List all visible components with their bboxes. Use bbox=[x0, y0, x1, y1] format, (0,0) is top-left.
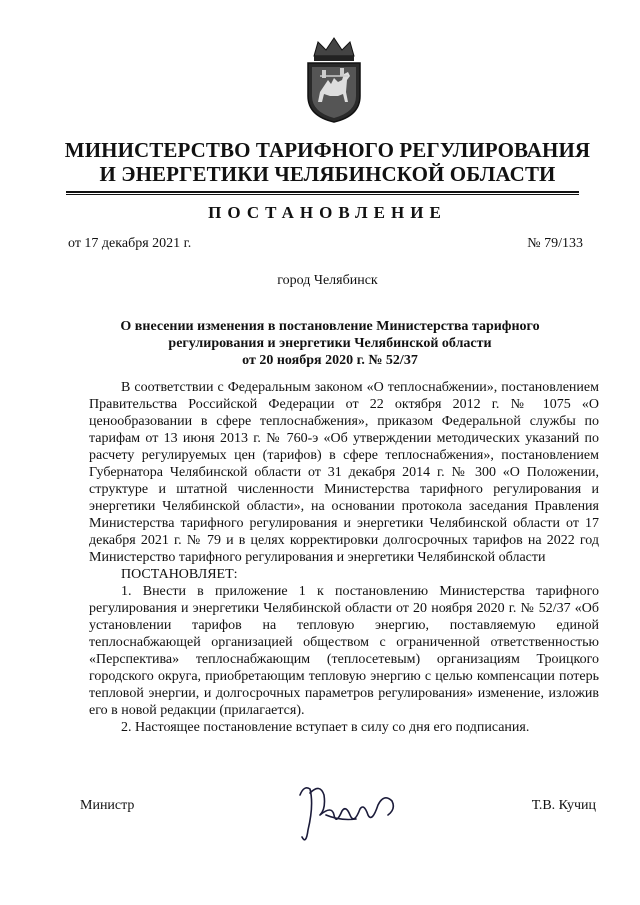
signatory-title: Министр bbox=[80, 798, 135, 813]
preamble-paragraph: В соответствии с Федеральным законом «О теплоснабжении», постановлением Правительства Российской Федерации от 22 октября 2012 г. № 1075 «О ценообразовании в сфере теплоснабжения», приказом Федеральной службы по тарифам от 13 июня 2013 г. № 760-э «Об утверждении методических указаний по расчету регулируемых цен (тарифов) в сфере теплоснабжения», постановлением Губернатора Челябинской области от 31 декабря 2014 г. № 300 «О Положении, структуре и штатной численности Министерства тарифного регулирования и энергетики Челябинской области», на основании протокола заседания Правления Министерства тарифного регулирования и энергетики Челябинской области от 17 декабря 2021 г. № 79 и в целях корректировки долгосрочных тарифов на 2022 год Министерство тарифного регулирования и энергетики Челябинской области bbox=[89, 380, 599, 565]
resolves-heading: ПОСТАНОВЛЯЕТ: bbox=[121, 567, 238, 582]
decree-date: от 17 декабря 2021 г. bbox=[68, 236, 192, 251]
decree-subject bbox=[90, 318, 570, 369]
handwritten-signature bbox=[280, 775, 420, 855]
item-2-paragraph: 2. Настоящее постановление вступает в силу со дня его подписания. bbox=[121, 720, 530, 735]
subject-line1: О внесении изменения в постановление Министерства тарифного bbox=[120, 319, 540, 334]
subject-line3: от 20 ноября 2020 г. № 52/37 bbox=[242, 353, 418, 368]
item-1-paragraph: 1. Внести в приложение 1 к постановлению Министерства тарифного регулирования и энергетики Челябинской области от 20 ноября 2020 г. № 52/37 «Об установлении тарифов на тепловую энергию, поставляемую единой теплоснабжающей организацией обществом с ограниченной ответственностью «Перспектива» теплоснабжающим (теплосетевым) организациям Троицкого городского округа, приобретающим тепловую энергию с целью компенсации потерь тепловой энергии, и долгосрочных параметров регулирования» изменение, изложив его в новой редакции (прилагается). bbox=[89, 584, 599, 718]
coat-of-arms-icon bbox=[300, 36, 368, 124]
document-type-title: ПОСТАНОВЛЕНИЕ bbox=[208, 203, 447, 222]
signatory-name: Т.В. Кучиц bbox=[531, 798, 596, 813]
ministry-name-line1: МИНИСТЕРСТВО ТАРИФНОГО РЕГУЛИРОВАНИЯ bbox=[64, 138, 591, 162]
decree-number: № 79/133 bbox=[527, 236, 583, 251]
decree-body bbox=[89, 379, 599, 736]
subject-line2: регулирования и энергетики Челябинской области bbox=[168, 336, 492, 351]
header-divider-thin bbox=[66, 194, 579, 195]
ministry-name-line2: И ЭНЕРГЕТИКИ ЧЕЛЯБИНСКОЙ ОБЛАСТИ bbox=[99, 162, 556, 186]
header-divider bbox=[66, 191, 579, 193]
decree-city: город Челябинск bbox=[277, 273, 378, 288]
